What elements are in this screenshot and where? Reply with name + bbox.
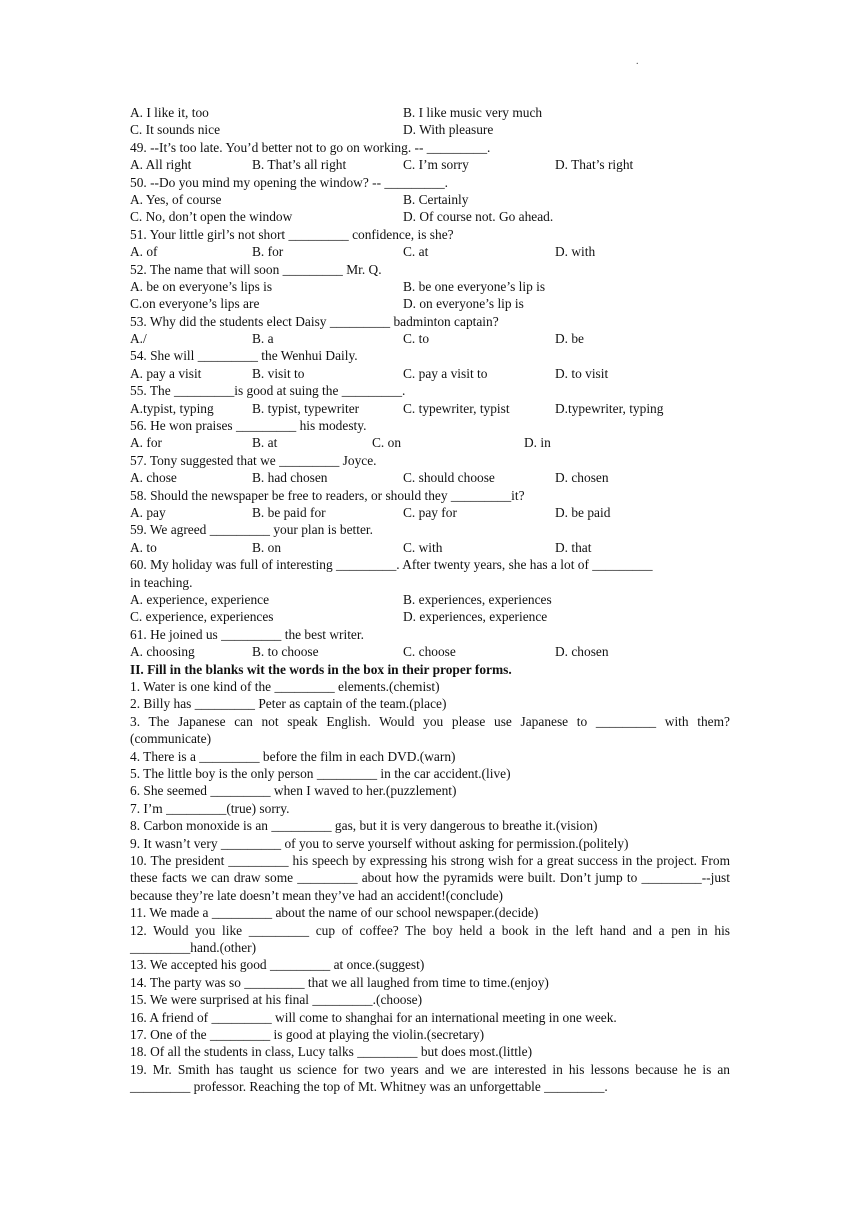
option: C. choose bbox=[403, 644, 456, 660]
option: D. that bbox=[555, 539, 592, 555]
option: A. chose bbox=[130, 470, 177, 486]
option: A. experience, experience bbox=[130, 591, 270, 607]
option: A. pay bbox=[130, 504, 166, 520]
fill-blank-item: 12. Would you like _________ cup of coffee? The boy held a book in the left hand and a pen in his _________hand.(other) bbox=[130, 922, 730, 955]
fill-blank-item: 8. Carbon monoxide is an _________ gas, but it is very dangerous to breathe it.(vision) bbox=[130, 818, 598, 834]
options-row bbox=[130, 469, 730, 486]
options-row bbox=[130, 400, 730, 417]
options-row bbox=[130, 121, 730, 138]
question-stem: 51. Your little girl’s not short _________ confidence, is she? bbox=[130, 226, 454, 242]
question-stem: 53. Why did the students elect Daisy _________ badminton captain? bbox=[130, 313, 499, 329]
option: B. experiences, experiences bbox=[403, 591, 552, 607]
option: C. on bbox=[372, 435, 402, 451]
options-row bbox=[130, 208, 730, 225]
question-stem: 55. The _________is good at suing the _________. bbox=[130, 383, 406, 399]
option: B. That’s all right bbox=[252, 157, 347, 173]
option: B. at bbox=[252, 435, 278, 451]
question-stem: 50. --Do you mind my opening the window? -- _________. bbox=[130, 174, 448, 190]
fill-blank-item: 1. Water is one kind of the _________ elements.(chemist) bbox=[130, 678, 440, 694]
option: C.on everyone’s lips are bbox=[130, 296, 260, 312]
option: C. should choose bbox=[403, 470, 495, 486]
option: B. I like music very much bbox=[403, 105, 543, 120]
option: B. had chosen bbox=[252, 470, 328, 486]
option: A. choosing bbox=[130, 644, 195, 660]
option: B. be paid for bbox=[252, 504, 326, 520]
options-row bbox=[130, 434, 730, 451]
option: D. be bbox=[555, 331, 585, 347]
options-row bbox=[130, 504, 730, 521]
fill-blank-item: 9. It wasn’t very _________ of you to serve yourself without asking for permission.(politely) bbox=[130, 835, 629, 851]
question-stem: 52. The name that will soon _________ Mr. Q. bbox=[130, 261, 382, 277]
options-row bbox=[130, 330, 730, 347]
option: C. I’m sorry bbox=[403, 157, 469, 173]
option: A. All right bbox=[130, 157, 192, 173]
fill-blank-item: 18. Of all the students in class, Lucy talks _________ but does most.(little) bbox=[130, 1044, 533, 1060]
options-row bbox=[130, 243, 730, 260]
question-stem: 54. She will _________ the Wenhui Daily. bbox=[130, 348, 358, 364]
fill-blank-item: 3. The Japanese can not speak English. Would you please use Japanese to _________ with them?(communicate) bbox=[130, 713, 730, 747]
question-stem: 58. Should the newspaper be free to readers, or should they _________it? bbox=[130, 487, 525, 503]
option: A. of bbox=[130, 244, 158, 260]
options-row bbox=[130, 278, 730, 295]
option: D. with bbox=[555, 244, 596, 260]
options-row bbox=[130, 608, 730, 625]
option: A. for bbox=[130, 435, 162, 451]
option: C. pay a visit to bbox=[403, 365, 488, 381]
fill-blank-item: 17. One of the _________ is good at playing the violin.(secretary) bbox=[130, 1027, 485, 1043]
option: D. experiences, experience bbox=[403, 609, 548, 625]
option: A. I like it, too bbox=[130, 105, 209, 120]
option: B. for bbox=[252, 244, 284, 260]
question-stem: 56. He won praises _________ his modesty. bbox=[130, 418, 367, 434]
option: D. With pleasure bbox=[403, 122, 494, 138]
fill-blank-item: 6. She seemed _________ when I waved to her.(puzzlement) bbox=[130, 783, 457, 799]
fill-blank-item: 7. I’m _________(true) sorry. bbox=[130, 800, 290, 816]
fill-blank-item: 4. There is a _________ before the film in each DVD.(warn) bbox=[130, 748, 456, 764]
option: C. No, don’t open the window bbox=[130, 209, 293, 225]
option: D. Of course not. Go ahead. bbox=[403, 209, 554, 225]
question-stem: 60. My holiday was full of interesting _________. After twenty years, she has a lot of _________ bbox=[130, 557, 653, 573]
fill-blank-item: 2. Billy has _________ Peter as captain of the team.(place) bbox=[130, 696, 447, 712]
option: B. be one everyone’s lip is bbox=[403, 278, 546, 294]
fill-blank-item: 11. We made a _________ about the name of our school newspaper.(decide) bbox=[130, 905, 539, 921]
fill-blank-item: 13. We accepted his good _________ at once.(suggest) bbox=[130, 957, 425, 973]
fill-blank-item: 15. We were surprised at his final _________.(choose) bbox=[130, 992, 423, 1008]
question-stem: 61. He joined us _________ the best writer. bbox=[130, 626, 364, 642]
options-row bbox=[130, 104, 730, 121]
question-stem: 59. We agreed _________ your plan is better. bbox=[130, 522, 373, 538]
option: C. pay for bbox=[403, 504, 457, 520]
options-row bbox=[130, 591, 730, 608]
question-stem: 49. --It’s too late. You’d better not to go on working. -- _________. bbox=[130, 139, 491, 155]
option: A. be on everyone’s lips is bbox=[130, 278, 273, 294]
option: D. chosen bbox=[555, 470, 609, 486]
question-stem-continued: in teaching. bbox=[130, 574, 193, 590]
question-stem: 57. Tony suggested that we _________ Joyce. bbox=[130, 452, 377, 468]
option: C. experience, experiences bbox=[130, 609, 274, 625]
option: C. typewriter, typist bbox=[403, 400, 510, 416]
option: B. to choose bbox=[252, 644, 319, 660]
option: D. That’s right bbox=[555, 157, 634, 173]
section-heading: II. Fill in the blanks wit the words in the box in their proper forms. bbox=[130, 661, 512, 677]
option: C. to bbox=[403, 331, 430, 347]
option: C. with bbox=[403, 539, 443, 555]
option: C. at bbox=[403, 244, 429, 260]
option: A.typist, typing bbox=[130, 400, 214, 416]
fill-blank-item: 14. The party was so _________ that we all laughed from time to time.(enjoy) bbox=[130, 974, 549, 990]
options-row bbox=[130, 191, 730, 208]
options-row bbox=[130, 156, 730, 173]
option: D. to visit bbox=[555, 365, 609, 381]
option: A./ bbox=[130, 331, 147, 347]
option: B. on bbox=[252, 539, 282, 555]
fill-blank-item: 10. The president _________ his speech by expressing his strong wish for a great success in the project. From these facts we can draw some _________ about how the pyramids were built. Don’t jump to _________--just because they’re late doesn’t mean they’ve had an accident!(conclude) bbox=[130, 852, 730, 903]
fill-blank-item: 16. A friend of _________ will come to shanghai for an international meeting in one week. bbox=[130, 1009, 617, 1025]
fill-blank-item: 5. The little boy is the only person _________ in the car accident.(live) bbox=[130, 765, 511, 781]
option: B. a bbox=[252, 331, 274, 347]
worksheet-page bbox=[130, 104, 730, 1096]
options-row bbox=[130, 365, 730, 382]
option: B. Certainly bbox=[403, 191, 469, 207]
option: A. to bbox=[130, 539, 157, 555]
option: B. typist, typewriter bbox=[252, 400, 360, 416]
option: C. It sounds nice bbox=[130, 122, 221, 138]
options-row bbox=[130, 539, 730, 556]
options-row bbox=[130, 295, 730, 312]
option: D. in bbox=[524, 435, 551, 451]
option: D.typewriter, typing bbox=[555, 400, 664, 416]
option: D. on everyone’s lip is bbox=[403, 296, 524, 312]
fill-blank-item: 19. Mr. Smith has taught us science for two years and we are interested in his lessons because he is an _________ professor. Reaching the top of Mt. Whitney was an unforgettable _________. bbox=[130, 1061, 730, 1095]
option: D. be paid bbox=[555, 504, 611, 520]
option: B. visit to bbox=[252, 365, 305, 381]
option: A. Yes, of course bbox=[130, 191, 222, 207]
option: D. chosen bbox=[555, 644, 609, 660]
option: A. pay a visit bbox=[130, 365, 202, 381]
page-mark: . bbox=[636, 56, 639, 67]
options-row bbox=[130, 643, 730, 660]
